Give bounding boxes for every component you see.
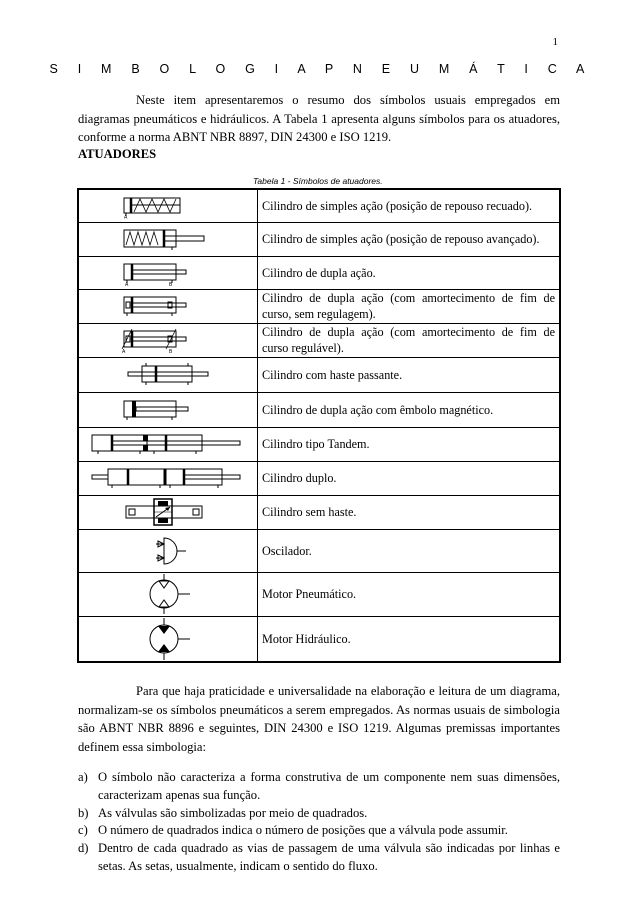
rodless-cylinder-icon [118,497,218,527]
port-label: A [122,349,126,353]
table-row [78,289,560,323]
double-cylinder-icon [88,465,248,491]
symbol-description: Cilindro de simples ação (posição de repouso recuado). [258,189,561,222]
symbol-description: Oscilador. [258,529,561,572]
actuator-symbols-table [77,188,561,663]
list-item: b) As válvulas são simbolizadas por meio de quadrados. [78,805,368,820]
single-acting-cylinder-extended-icon [118,226,218,252]
double-acting-cylinder-icon [118,260,218,286]
cushioned-cylinder-fixed-icon [118,293,218,319]
list-item: a) O símbolo não caracteriza a forma construtiva de um componente nem suas dimensões, caracterizam apenas sua função. [78,770,560,802]
symbol-description: Cilindro de dupla ação (com amortecimento de fim de curso regulável). [258,323,561,357]
pneumatic-motor-icon [138,574,198,614]
port-label: B [169,281,173,286]
symbol-description: Cilindro com haste passante. [258,357,561,392]
premises-list [78,769,560,876]
body-paragraph: Para que haja praticidade e universalidade na elaboração e leitura de um diagrama, normalizam-se os símbolos pneumáticos a serem empregados. As normas usuais de simbologia são ABNT NBR 8896 e seguintes, DIN 24300 e ISO 1219. Algumas premissas importantes definem essa simbologia: [78,684,560,754]
single-acting-cylinder-retracted-icon [118,193,218,219]
cushioned-cylinder-adjustable-icon [118,327,218,353]
port-label: A [125,281,129,286]
port-label: A [124,214,128,219]
page-number: 1 [552,36,558,48]
symbol-description: Cilindro duplo. [258,461,561,495]
page-title: S I M B O L O G I A P N E U M Á T I C A [49,62,589,76]
symbol-description: Cilindro de simples ação (posição de repouso avançado). [258,222,561,256]
table-row [78,427,560,461]
symbol-description: Cilindro de dupla ação com êmbolo magnético. [258,392,561,427]
through-rod-cylinder-icon [118,362,218,388]
table-row [78,529,560,572]
magnetic-piston-cylinder-icon [118,397,218,423]
table-caption: Tabela 1 - Símbolos de atuadores. [253,176,383,186]
table-row [78,616,560,662]
table-row [78,572,560,616]
port-label: B [169,349,173,353]
table-row [78,256,560,289]
table-row [78,495,560,529]
symbol-description: Cilindro de dupla ação (com amortecimento de fim de curso, sem regulagem). [258,289,561,323]
table-row [78,392,560,427]
section-heading: ATUADORES [78,147,157,161]
oscillator-icon [138,532,198,570]
intro-paragraph: Neste item apresentaremos o resumo dos símbolos usuais empregados em diagramas pneumáticos e hidráulicos. A Tabela 1 apresenta alguns símbolos para os atuadores, conforme a norma ABNT NBR 8897, DIN 24300 e ISO 1219. [78,93,560,144]
table-row [78,323,560,357]
symbol-description: Motor Pneumático. [258,572,561,616]
list-item: c) O número de quadrados indica o número de posições que a válvula pode assumir. [78,823,508,838]
hydraulic-motor-icon [138,618,198,660]
table-row [78,461,560,495]
symbol-description: Cilindro de dupla ação. [258,256,561,289]
symbol-description: Cilindro sem haste. [258,495,561,529]
symbol-description: Cilindro tipo Tandem. [258,427,561,461]
symbol-description: Motor Hidráulico. [258,616,561,662]
table-row [78,189,560,222]
table-row [78,222,560,256]
tandem-cylinder-icon [88,431,248,457]
table-row [78,357,560,392]
list-item: d) Dentro de cada quadrado as vias de passagem de uma válvula são indicadas por linhas e setas. As setas, usualmente, indicam o sentido do fluxo. [78,841,560,873]
